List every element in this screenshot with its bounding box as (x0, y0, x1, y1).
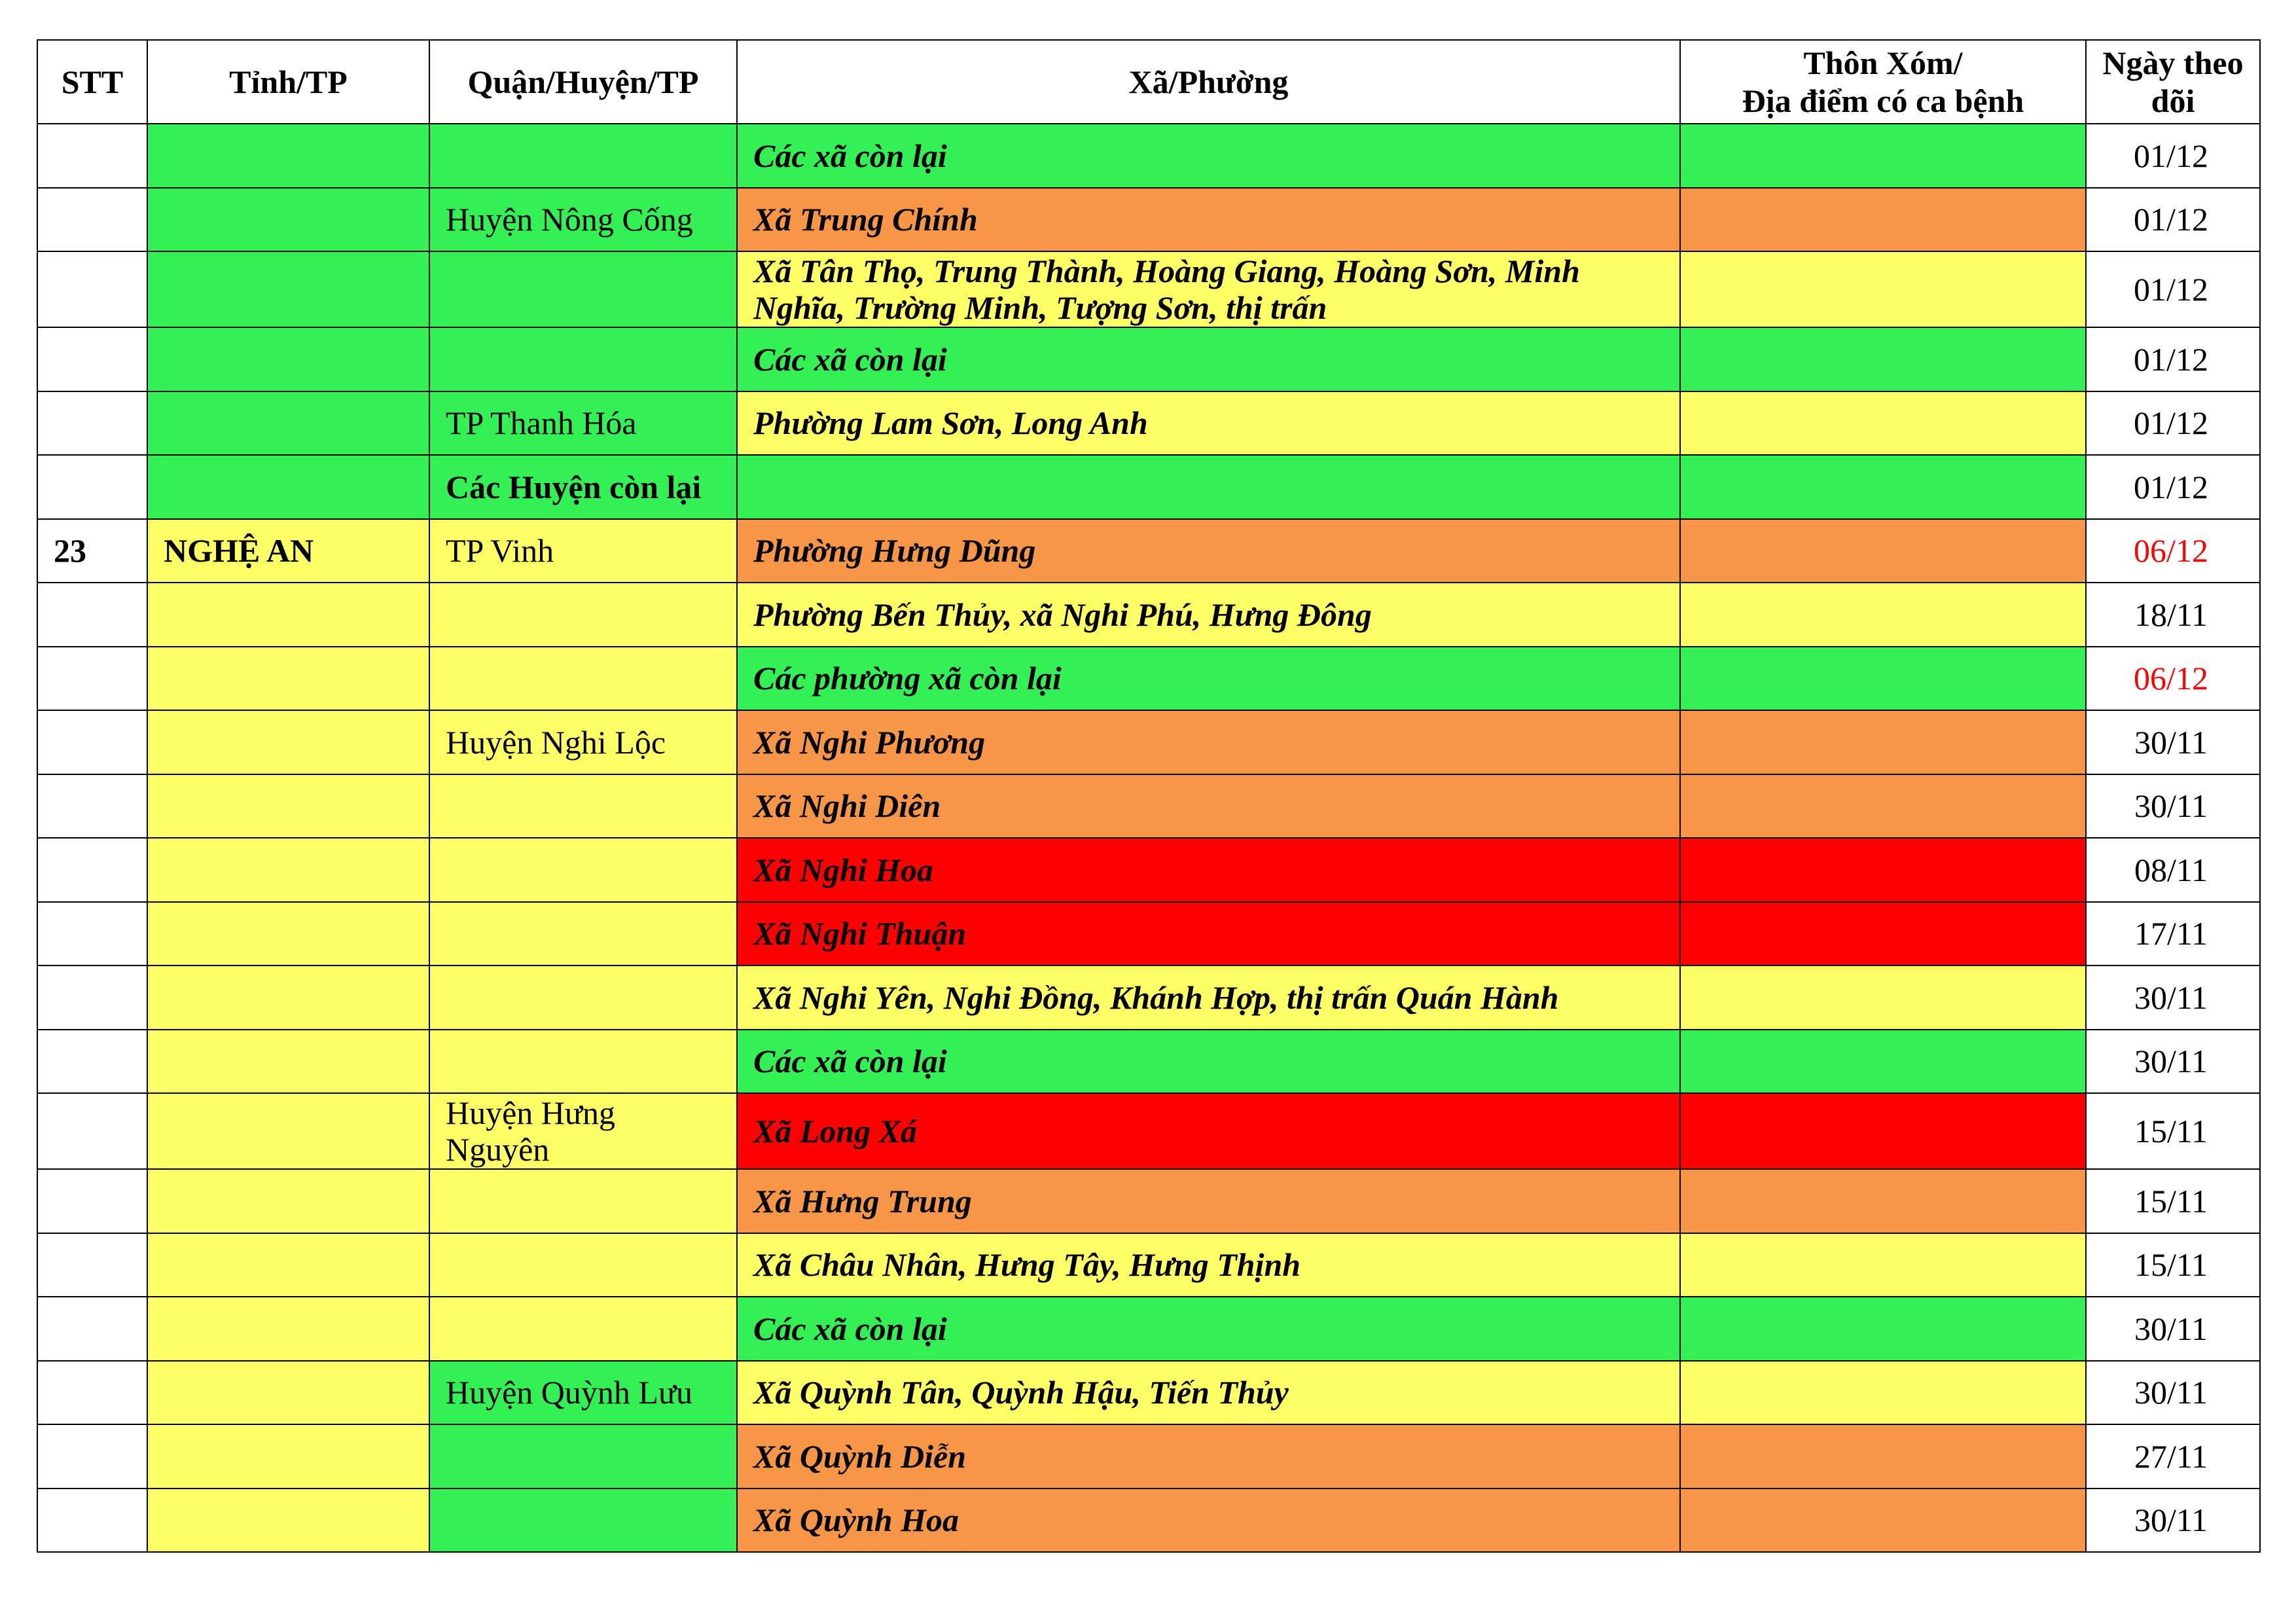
province-cell (147, 965, 429, 1030)
district-cell (429, 1233, 737, 1297)
stt-cell (37, 188, 147, 252)
district-cell (429, 838, 737, 902)
stt-cell (37, 1169, 147, 1233)
commune-cell: Xã Long Xá (737, 1093, 1680, 1169)
table-row (37, 1093, 2260, 1169)
tracking-table (37, 39, 2261, 1553)
province-cell (147, 774, 429, 839)
stt-cell (37, 251, 147, 327)
header-district: Quận/Huyện/TP (429, 40, 737, 124)
district-cell: Huyện Hưng Nguyên (429, 1093, 737, 1169)
district-cell: TP Vinh (429, 519, 737, 583)
location-cell (1680, 1233, 2086, 1297)
date-cell: 08/11 (2086, 838, 2260, 902)
date-cell: 18/11 (2086, 583, 2260, 647)
date-cell: 15/11 (2086, 1093, 2260, 1169)
district-cell: Các Huyện còn lại (429, 455, 737, 519)
stt-cell (37, 1030, 147, 1094)
table-row (37, 902, 2260, 966)
table-row (37, 455, 2260, 519)
date-cell: 15/11 (2086, 1233, 2260, 1297)
table-row (37, 1030, 2260, 1094)
table-row (37, 251, 2260, 327)
commune-cell: Các xã còn lại (737, 327, 1680, 391)
commune-cell: Các xã còn lại (737, 1297, 1680, 1361)
table-row (37, 838, 2260, 902)
stt-cell (37, 838, 147, 902)
district-cell: Huyện Nông Cống (429, 188, 737, 252)
stt-cell (37, 1093, 147, 1169)
district-cell (429, 583, 737, 647)
location-cell (1680, 1169, 2086, 1233)
province-cell (147, 647, 429, 711)
date-cell: 01/12 (2086, 251, 2260, 327)
location-cell (1680, 1297, 2086, 1361)
location-cell (1680, 124, 2086, 188)
province-cell (147, 902, 429, 966)
province-cell (147, 251, 429, 327)
district-cell: Huyện Nghi Lộc (429, 710, 737, 774)
province-cell (147, 1093, 429, 1169)
commune-cell: Xã Nghi Hoa (737, 838, 1680, 902)
location-cell (1680, 1030, 2086, 1094)
date-cell: 30/11 (2086, 710, 2260, 774)
table-row (37, 391, 2260, 456)
commune-cell (737, 455, 1680, 519)
province-cell (147, 124, 429, 188)
table-row (37, 1297, 2260, 1361)
header-date-line-1: Ngày theo (2102, 45, 2244, 81)
date-cell: 30/11 (2086, 774, 2260, 839)
district-cell (429, 327, 737, 391)
stt-cell (37, 455, 147, 519)
commune-cell: Xã Tân Thọ, Trung Thành, Hoàng Giang, Hoàng Sơn, Minh Nghĩa, Trường Minh, Tượng Sơn, thị trấn (737, 251, 1680, 327)
table-row (37, 124, 2260, 188)
location-cell (1680, 647, 2086, 711)
table-row (37, 1361, 2260, 1425)
commune-cell: Xã Nghi Thuận (737, 902, 1680, 966)
province-cell (147, 1233, 429, 1297)
table-row (37, 1233, 2260, 1297)
location-cell (1680, 327, 2086, 391)
stt-cell (37, 1233, 147, 1297)
stt-cell (37, 1489, 147, 1553)
location-cell (1680, 188, 2086, 252)
header-location-line-1: Thôn Xóm/ (1803, 45, 1963, 81)
table-row (37, 327, 2260, 391)
province-cell (147, 838, 429, 902)
commune-cell: Các phường xã còn lại (737, 647, 1680, 711)
province-cell (147, 1489, 429, 1553)
location-cell (1680, 519, 2086, 583)
commune-cell: Xã Hưng Trung (737, 1169, 1680, 1233)
district-cell (429, 1424, 737, 1489)
district-cell (429, 251, 737, 327)
province-cell: NGHỆ AN (147, 519, 429, 583)
commune-cell: Xã Trung Chính (737, 188, 1680, 252)
district-cell (429, 1489, 737, 1553)
stt-cell (37, 647, 147, 711)
date-cell: 17/11 (2086, 902, 2260, 966)
commune-cell: Phường Lam Sơn, Long Anh (737, 391, 1680, 456)
location-cell (1680, 1424, 2086, 1489)
commune-cell: Phường Bến Thủy, xã Nghi Phú, Hưng Đông (737, 583, 1680, 647)
header-location-line-2: Địa điểm có ca bệnh (1742, 82, 2024, 119)
location-cell (1680, 583, 2086, 647)
date-cell: 30/11 (2086, 965, 2260, 1030)
district-cell (429, 647, 737, 711)
stt-cell (37, 583, 147, 647)
table-row (37, 710, 2260, 774)
location-cell (1680, 1489, 2086, 1553)
date-cell: 06/12 (2086, 647, 2260, 711)
commune-cell: Xã Nghi Diên (737, 774, 1680, 839)
district-cell (429, 1297, 737, 1361)
table-row (37, 188, 2260, 252)
province-cell (147, 327, 429, 391)
header-date-line-2: dõi (2151, 82, 2195, 119)
location-cell (1680, 391, 2086, 456)
commune-cell: Các xã còn lại (737, 124, 1680, 188)
location-cell (1680, 902, 2086, 966)
province-cell (147, 455, 429, 519)
stt-cell: 23 (37, 519, 147, 583)
location-cell (1680, 838, 2086, 902)
province-cell (147, 1297, 429, 1361)
header-province: Tỉnh/TP (147, 40, 429, 124)
district-cell (429, 1169, 737, 1233)
date-cell: 27/11 (2086, 1424, 2260, 1489)
commune-cell: Xã Nghi Phương (737, 710, 1680, 774)
date-cell: 30/11 (2086, 1489, 2260, 1553)
district-cell (429, 774, 737, 839)
header-stt: STT (37, 40, 147, 124)
date-cell: 30/11 (2086, 1030, 2260, 1094)
stt-cell (37, 1361, 147, 1425)
table-row (37, 965, 2260, 1030)
date-cell: 01/12 (2086, 188, 2260, 252)
province-cell (147, 391, 429, 456)
header-date (2086, 40, 2260, 124)
stt-cell (37, 1297, 147, 1361)
commune-cell: Xã Châu Nhân, Hưng Tây, Hưng Thịnh (737, 1233, 1680, 1297)
location-cell (1680, 455, 2086, 519)
location-cell (1680, 251, 2086, 327)
table-row (37, 1424, 2260, 1489)
district-cell: TP Thanh Hóa (429, 391, 737, 456)
date-cell: 01/12 (2086, 124, 2260, 188)
location-cell (1680, 965, 2086, 1030)
date-cell: 06/12 (2086, 519, 2260, 583)
commune-cell: Xã Quỳnh Tân, Quỳnh Hậu, Tiến Thủy (737, 1361, 1680, 1425)
stt-cell (37, 902, 147, 966)
header-row (37, 40, 2260, 124)
location-cell (1680, 710, 2086, 774)
header-location (1680, 40, 2086, 124)
stt-cell (37, 327, 147, 391)
table-row (37, 1169, 2260, 1233)
district-cell (429, 124, 737, 188)
table-row (37, 774, 2260, 839)
commune-cell: Các xã còn lại (737, 1030, 1680, 1094)
district-cell (429, 1030, 737, 1094)
table-row (37, 519, 2260, 583)
date-cell: 01/12 (2086, 327, 2260, 391)
date-cell: 15/11 (2086, 1169, 2260, 1233)
location-cell (1680, 1093, 2086, 1169)
stt-cell (37, 1424, 147, 1489)
date-cell: 30/11 (2086, 1297, 2260, 1361)
district-cell: Huyện Quỳnh Lưu (429, 1361, 737, 1425)
province-cell (147, 1169, 429, 1233)
commune-cell: Xã Quỳnh Hoa (737, 1489, 1680, 1553)
province-cell (147, 583, 429, 647)
province-cell (147, 1361, 429, 1425)
stt-cell (37, 710, 147, 774)
table-row (37, 583, 2260, 647)
location-cell (1680, 774, 2086, 839)
commune-cell: Xã Quỳnh Diễn (737, 1424, 1680, 1489)
location-cell (1680, 1361, 2086, 1425)
stt-cell (37, 124, 147, 188)
commune-cell: Xã Nghi Yên, Nghi Đồng, Khánh Hợp, thị trấn Quán Hành (737, 965, 1680, 1030)
date-cell: 30/11 (2086, 1361, 2260, 1425)
province-cell (147, 1030, 429, 1094)
province-cell (147, 188, 429, 252)
stt-cell (37, 391, 147, 456)
table-row (37, 647, 2260, 711)
stt-cell (37, 965, 147, 1030)
header-commune: Xã/Phường (737, 40, 1680, 124)
commune-cell: Phường Hưng Dũng (737, 519, 1680, 583)
table-row (37, 1489, 2260, 1553)
date-cell: 01/12 (2086, 391, 2260, 456)
province-cell (147, 710, 429, 774)
district-cell (429, 902, 737, 966)
district-cell (429, 965, 737, 1030)
date-cell: 01/12 (2086, 455, 2260, 519)
province-cell (147, 1424, 429, 1489)
stt-cell (37, 774, 147, 839)
